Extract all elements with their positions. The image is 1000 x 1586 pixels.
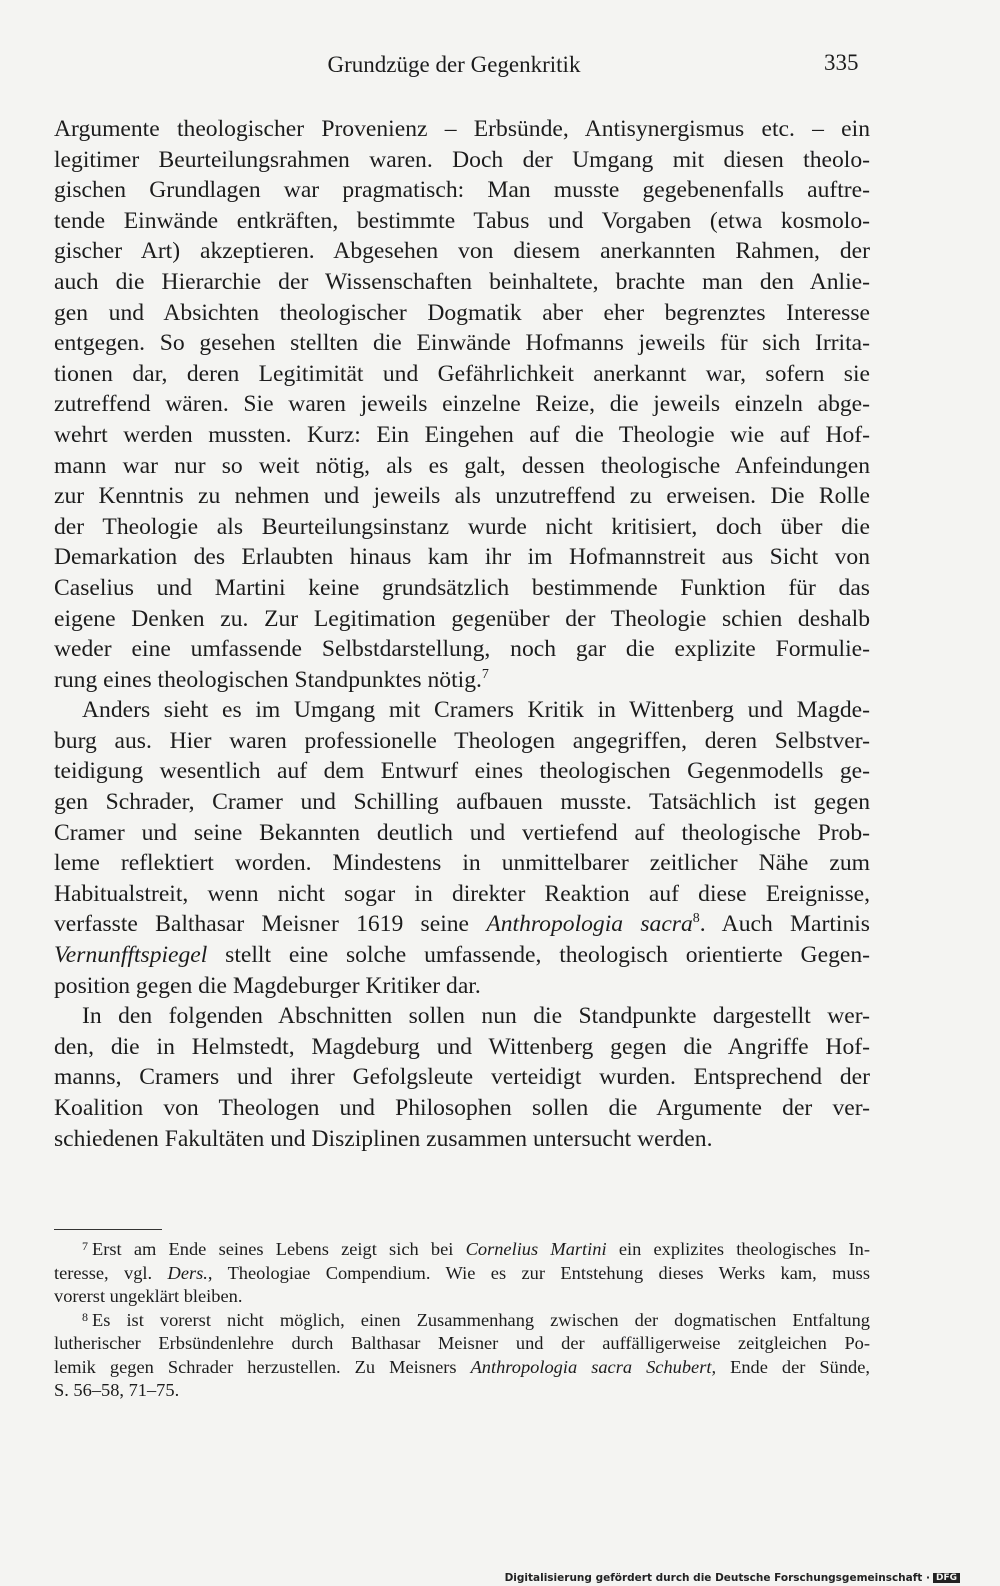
text-line <box>54 573 870 604</box>
text-segment: manns, Cramers und ihrer Gefolgsleute verteidigt wurden. Entsprechend der <box>54 1064 870 1091</box>
text-segment: Ders. <box>167 1262 208 1283</box>
text-segment: schiedenen Fakultäten und Disziplinen zusammen untersucht werden. <box>54 1125 713 1152</box>
text-segment: gen Schrader, Cramer und Schilling aufbauen musste. Tatsächlich ist gegen <box>54 789 870 816</box>
page-number: 335 <box>824 50 859 75</box>
text-line <box>54 481 870 512</box>
body-text <box>54 114 870 1154</box>
text-segment: weder eine umfassende Selbstdarstellung, noch gar die explizite Formulie- <box>54 636 870 663</box>
text-segment: rung eines theologischen Standpunktes nötig. <box>54 666 482 693</box>
text-line <box>54 787 870 818</box>
footnote-line <box>54 1309 870 1333</box>
text-segment: entgegen. So gesehen stellten die Einwände Hofmanns jeweils für sich Irrita- <box>54 330 870 357</box>
text-segment: gischen Grundlagen war pragmatisch: Man musste gegebenenfalls auftre- <box>54 177 870 204</box>
digitization-text: Digitalisierung gefördert durch die Deutsche Forschungsgemeinschaft · <box>504 1572 930 1584</box>
text-line <box>54 512 870 543</box>
text-line <box>54 848 870 879</box>
text-line <box>54 420 870 451</box>
text-line <box>54 971 870 1002</box>
footnote-line <box>54 1379 870 1403</box>
text-line <box>54 634 870 665</box>
text-segment: Cramer und seine Bekannten deutlich und vertiefend auf theologische Prob- <box>54 819 870 846</box>
text-line <box>54 604 870 635</box>
text-segment: zutreffend wären. Sie waren jeweils einzelne Reize, die jeweils einzeln abge- <box>54 391 870 418</box>
text-segment: tende Einwände entkräften, bestimmte Tabus und Vorgaben (etwa kosmolo- <box>54 207 870 234</box>
text-segment: Anthropologia sacra <box>470 1356 633 1377</box>
text-segment: . Auch Martinis <box>699 911 870 938</box>
text-line <box>54 1124 870 1155</box>
text-line <box>54 879 870 910</box>
text-segment: stellt eine solche umfassende, theologisch orientierte Gegen- <box>207 942 870 969</box>
text-line <box>54 298 870 329</box>
text-line <box>54 359 870 390</box>
text-line <box>54 756 870 787</box>
text-segment: tionen dar, deren Legitimität und Gefährlichkeit anerkannt war, sofern sie <box>54 360 870 387</box>
footnote-reference: 7 <box>481 666 489 682</box>
text-segment: Schubert, <box>646 1356 717 1377</box>
text-segment: Cornelius Martini <box>465 1239 607 1259</box>
text-line <box>54 909 870 940</box>
text-line <box>54 818 870 849</box>
text-segment: der Theologie als Beurteilungsinstanz wurde nicht kritisiert, doch über die <box>54 513 870 540</box>
running-title: Grundzüge der Gegenkritik <box>327 52 581 77</box>
text-segment: verfasste Balthasar Meisner 1619 seine <box>54 911 487 938</box>
text-segment: teresse, vgl. <box>54 1262 168 1283</box>
text-line <box>54 726 870 757</box>
text-line <box>54 695 870 726</box>
digitization-note <box>505 1572 960 1584</box>
text-line <box>54 206 870 237</box>
text-line <box>54 940 870 971</box>
footnote-reference: 8 <box>692 911 700 927</box>
text-segment <box>632 1357 646 1377</box>
text-segment: burg aus. Hier waren professionelle Theologen angegriffen, deren Selbstver- <box>54 727 870 754</box>
text-segment: , Theologiae Compendium. Wie es zur Entstehung dieses Werks kam, muss <box>207 1262 870 1283</box>
text-segment: Erst am Ende seines Lebens zeigt sich bei <box>92 1239 466 1259</box>
text-segment: den, die in Helmstedt, Magdeburg und Wittenberg gegen die Angriffe Hof- <box>54 1033 870 1060</box>
text-line <box>54 1093 870 1124</box>
text-segment: lutherischer Erbsündenlehre durch Balthasar Meisner und der auffälligerweise zeitgleichen Po- <box>54 1333 870 1353</box>
footnote-rule <box>54 1229 162 1230</box>
text-line <box>54 1062 870 1093</box>
text-segment: Demarkation des Erlaubten hinaus kam ihr im Hofmannstreit aus Sicht von <box>54 544 870 571</box>
text-segment: ein explizites theologisches In- <box>606 1239 871 1259</box>
text-segment: wehrt werden mussten. Kurz: Ein Eingehen auf die Theologie wie auf Hof- <box>54 421 870 448</box>
footnote-line <box>54 1285 870 1309</box>
text-segment: mann war nur so weit nötig, als es galt, dessen theologische Anfeindungen <box>54 452 870 479</box>
footnote-number: 8 <box>82 1309 88 1324</box>
footnote-line <box>54 1238 870 1262</box>
text-line <box>54 328 870 359</box>
text-line <box>54 267 870 298</box>
text-segment: In den folgenden Abschnitten sollen nun die Standpunkte dargestellt wer- <box>82 1003 870 1030</box>
text-line <box>54 542 870 573</box>
text-segment: eigene Denken zu. Zur Legitimation gegenüber der Theologie schien deshalb <box>54 605 870 632</box>
footnote-line <box>54 1332 870 1356</box>
text-segment: vorerst ungeklärt bleiben. <box>54 1286 243 1306</box>
text-line <box>54 1032 870 1063</box>
footnotes <box>54 1238 870 1403</box>
text-segment: Anders sieht es im Umgang mit Cramers Kritik in Wittenberg und Magde- <box>82 697 870 724</box>
text-line <box>54 114 870 145</box>
footnote-line <box>54 1262 870 1286</box>
text-segment: leme reflektiert worden. Mindestens in unmittelbarer zeitlicher Nähe zum <box>54 850 870 877</box>
text-segment: Habitualstreit, wenn nicht sogar in direkter Reaktion auf diese Ereignisse, <box>54 880 870 907</box>
text-segment: Ende der Sünde, <box>716 1356 871 1377</box>
text-segment: Es ist vorerst nicht möglich, einen Zusammenhang zwischen der dogmatischen Entfaltung <box>92 1309 870 1330</box>
text-line <box>54 389 870 420</box>
footnote-line <box>54 1356 870 1380</box>
dfg-logo-icon: DFG <box>933 1573 960 1583</box>
text-segment: auch die Hierarchie der Wissenschaften beinhaltete, brachte man den Anlie- <box>54 268 870 295</box>
text-segment: teidigung wesentlich auf dem Entwurf eines theologischen Gegenmodells ge- <box>54 758 870 785</box>
footnote-number: 7 <box>82 1239 88 1253</box>
text-segment: Caselius und Martini keine grundsätzlich bestimmende Funktion für das <box>54 574 870 601</box>
text-line <box>54 236 870 267</box>
text-line <box>54 175 870 206</box>
text-segment: legitimer Beurteilungsrahmen waren. Doch der Umgang mit diesen theolo- <box>54 146 870 173</box>
text-line <box>54 1001 870 1032</box>
text-line <box>54 145 870 176</box>
text-segment: S. 56–58, 71–75. <box>54 1380 180 1400</box>
text-line <box>54 451 870 482</box>
text-segment: gischer Art) akzeptieren. Abgesehen von diesem anerkannten Rahmen, der <box>54 238 870 265</box>
text-segment: Argumente theologischer Provenienz – Erbsünde, Antisynergismus etc. – ein <box>54 116 870 142</box>
text-segment: lemik gegen Schrader herzustellen. Zu Meisners <box>54 1356 471 1377</box>
text-segment: Anthropologia sacra <box>486 911 693 938</box>
text-line <box>54 665 870 696</box>
text-segment: Vernunfftspiegel <box>54 942 208 969</box>
text-segment: position gegen die Magdeburger Kritiker dar. <box>54 972 481 999</box>
text-segment: gen und Absichten theologischer Dogmatik aber eher begrenztes Interesse <box>54 299 870 326</box>
text-segment: zur Kenntnis zu nehmen und jeweils als unzutreffend zu erweisen. Die Rolle <box>54 483 870 510</box>
text-segment: Koalition von Theologen und Philosophen sollen die Argumente der ver- <box>54 1095 870 1121</box>
